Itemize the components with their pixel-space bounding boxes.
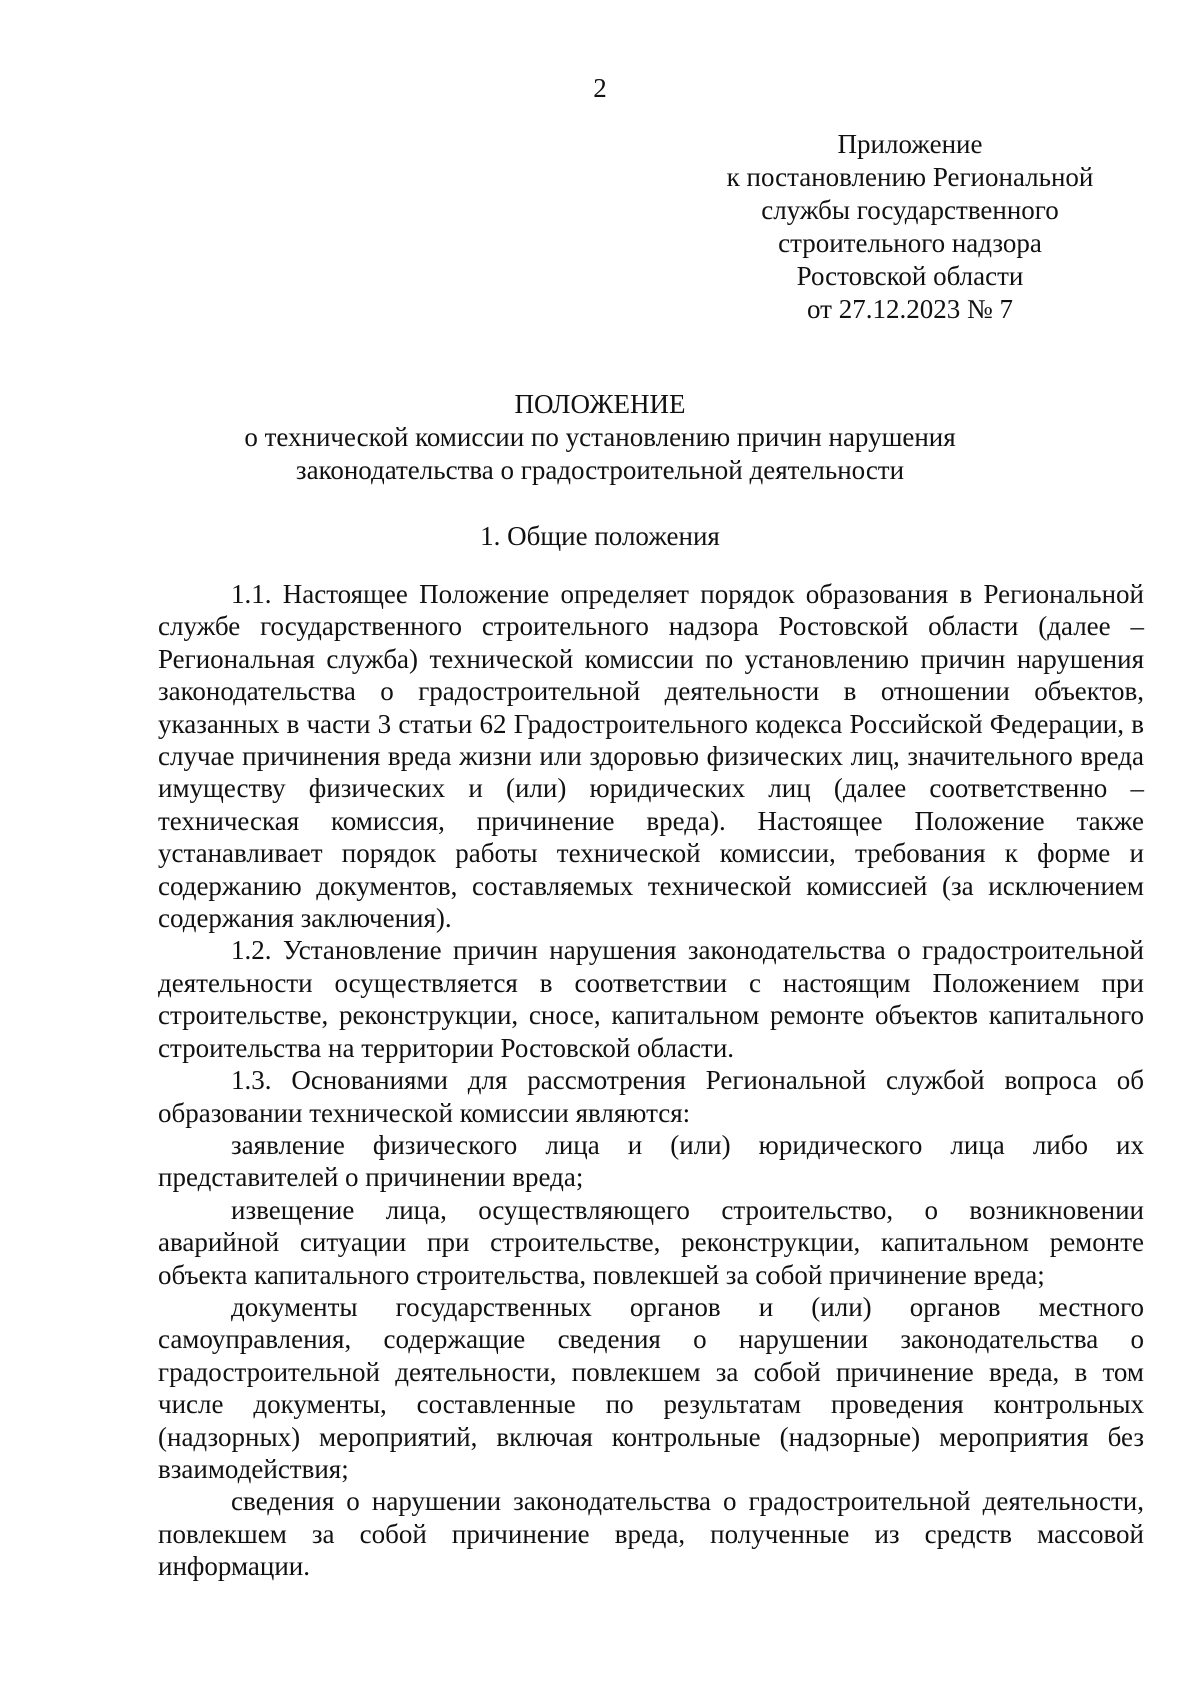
subtitle-line: законодательства о градостроительной деятельности [295, 455, 905, 485]
appendix-line: Приложение [837, 129, 983, 159]
appendix-line: к постановлению Региональной [726, 162, 1094, 192]
page-number: 2 [593, 73, 607, 103]
appendix-line: строительного надзора [778, 228, 1042, 258]
appendix-block [700, 128, 1120, 326]
list-item-media: сведения о нарушении законодательства о градостроительной деятельности, повлекшем за собой причинение вреда, полученные из средств массовой информации. [158, 1486, 1144, 1582]
appendix-line: службы государственного [761, 195, 1059, 225]
paragraph-1-2: 1.2. Установление причин нарушения законодательства о градостроительной деятельности осуществляется в соответствии с настоящим Положением при строительстве, реконструкции, сносе, капитальном ремонте объектов капитального строительства на территории Ростовской области. [158, 935, 1144, 1063]
subtitle-line: о технической комиссии по установлению причин нарушения [244, 422, 956, 452]
paragraph-1-3: 1.3. Основаниями для рассмотрения Региональной службой вопроса об образовании технической комиссии являются: [158, 1065, 1144, 1128]
paragraph-1-1: 1.1. Настоящее Положение определяет порядок образования в Региональной службе государственного строительного надзора Ростовской области (далее – Региональная служба) технической комиссии по установлению причин нарушения законодательства о градостроительной деятельности в отношении объектов, указанных в части 3 статьи 62 Градостроительного кодекса Российской Федерации, в случае причинения вреда жизни или здоровью физических лиц, значительного вреда имуществу физических и (или) юридических лиц (далее соответственно – техническая комиссия, причинение вреда). Настоящее Положение также устанавливает порядок работы технической комиссии, требования к форме и содержанию документов, составляемых технической комиссией (за исключением содержания заключения). [158, 579, 1144, 934]
appendix-line: от 27.12.2023 № 7 [807, 294, 1013, 324]
section-heading: 1. Общие положения [480, 521, 720, 551]
document-subtitle [0, 421, 1200, 487]
list-item-application: заявление физического лица и (или) юридического лица либо их представителей о причинении вреда; [158, 1129, 1144, 1193]
document-title: ПОЛОЖЕНИЕ [514, 389, 686, 419]
appendix-line: Ростовской области [796, 261, 1024, 291]
list-item-documents: документы государственных органов и (или) органов местного самоуправления, содержащие сведения о нарушении законодательства о градостроительной деятельности, повлекшем за собой причинение вреда, в том числе документы, составленные по результатам проведения контрольных (надзорных) мероприятий, включая контрольные (надзорные) мероприятия без взаимодействия; [158, 1291, 1144, 1484]
list-item-notice: извещение лица, осуществляющего строительство, о возникновении аварийной ситуации при строительстве, реконструкции, капитальном ремонте объекта капитального строительства, повлекшей за собой причинение вреда; [158, 1194, 1144, 1290]
body-text [158, 578, 1144, 1583]
